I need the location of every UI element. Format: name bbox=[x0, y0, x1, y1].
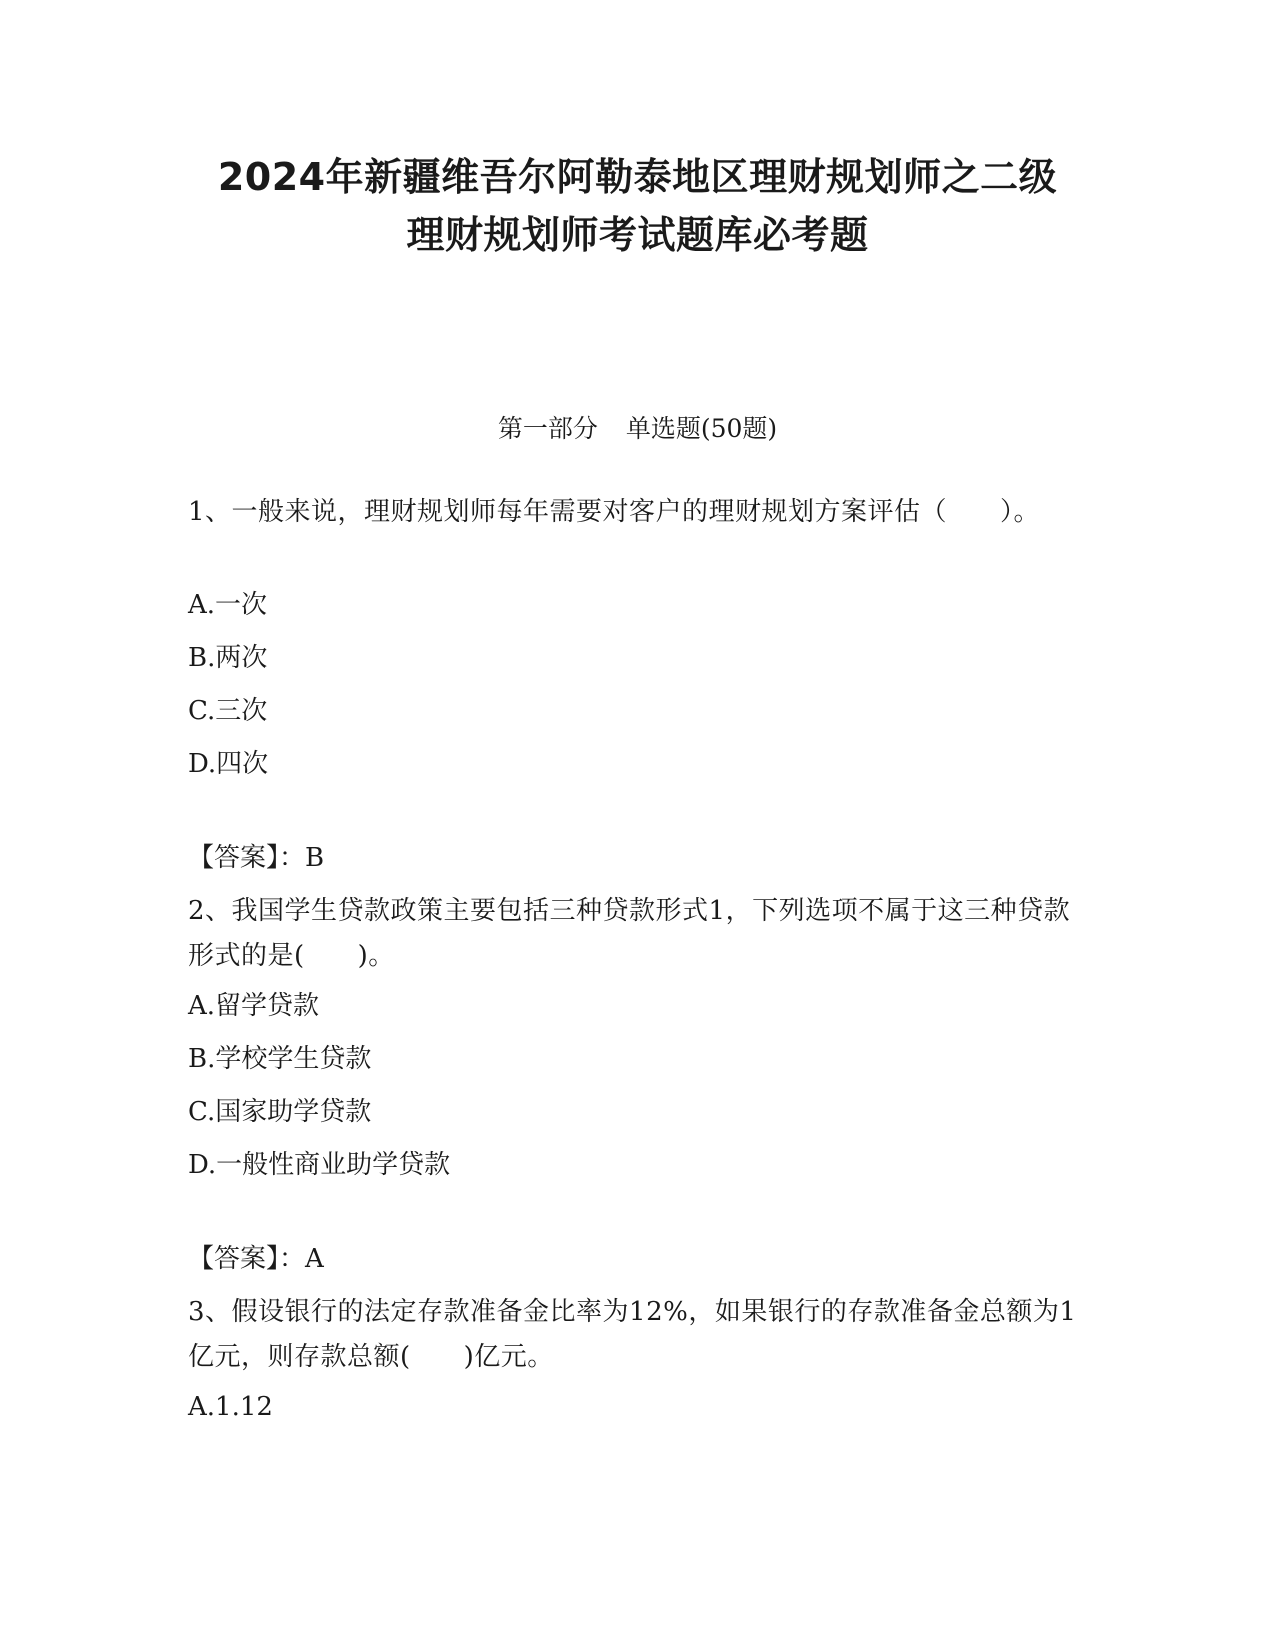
question-1-option-c: C.三次 bbox=[188, 696, 268, 726]
question-1-option-a: A.一次 bbox=[188, 590, 268, 620]
question-2-option-a: A.留学贷款 bbox=[188, 991, 320, 1021]
question-1-answer: 【答案】：B bbox=[188, 843, 325, 873]
question-2-option-d: D.一般性商业助学贷款 bbox=[188, 1150, 451, 1180]
question-2-answer: 【答案】：A bbox=[188, 1244, 324, 1274]
question-3-option-a: A.1.12 bbox=[188, 1392, 273, 1422]
question-2-option-b: B.学校学生贷款 bbox=[188, 1044, 372, 1074]
section-heading bbox=[150, 412, 1125, 446]
document-title bbox=[150, 148, 1125, 264]
question-1-stem: 1、一般来说，理财规划师每年需要对客户的理财规划方案评估（ ）。 bbox=[188, 497, 1041, 527]
question-1-option-d: D.四次 bbox=[188, 749, 269, 779]
title-line-1: 2024年新疆维吾尔阿勒泰地区理财规划师之二级 bbox=[217, 155, 1058, 199]
section-part: 第一部分 bbox=[497, 414, 598, 443]
question-2-stem: 2、我国学生贷款政策主要包括三种贷款形式1，下列选项不属于这三种贷款形式的是( )。 bbox=[188, 896, 1071, 971]
title-line-2: 理财规划师考试题库必考题 bbox=[406, 213, 869, 257]
question-2-option-c: C.国家助学贷款 bbox=[188, 1097, 372, 1127]
question-3-stem: 3、假设银行的法定存款准备金比率为12%，如果银行的存款准备金总额为1亿元，则存款总额( )亿元。 bbox=[188, 1297, 1077, 1372]
section-label: 单选题(50题) bbox=[625, 414, 778, 443]
question-1-option-b: B.两次 bbox=[188, 643, 268, 673]
